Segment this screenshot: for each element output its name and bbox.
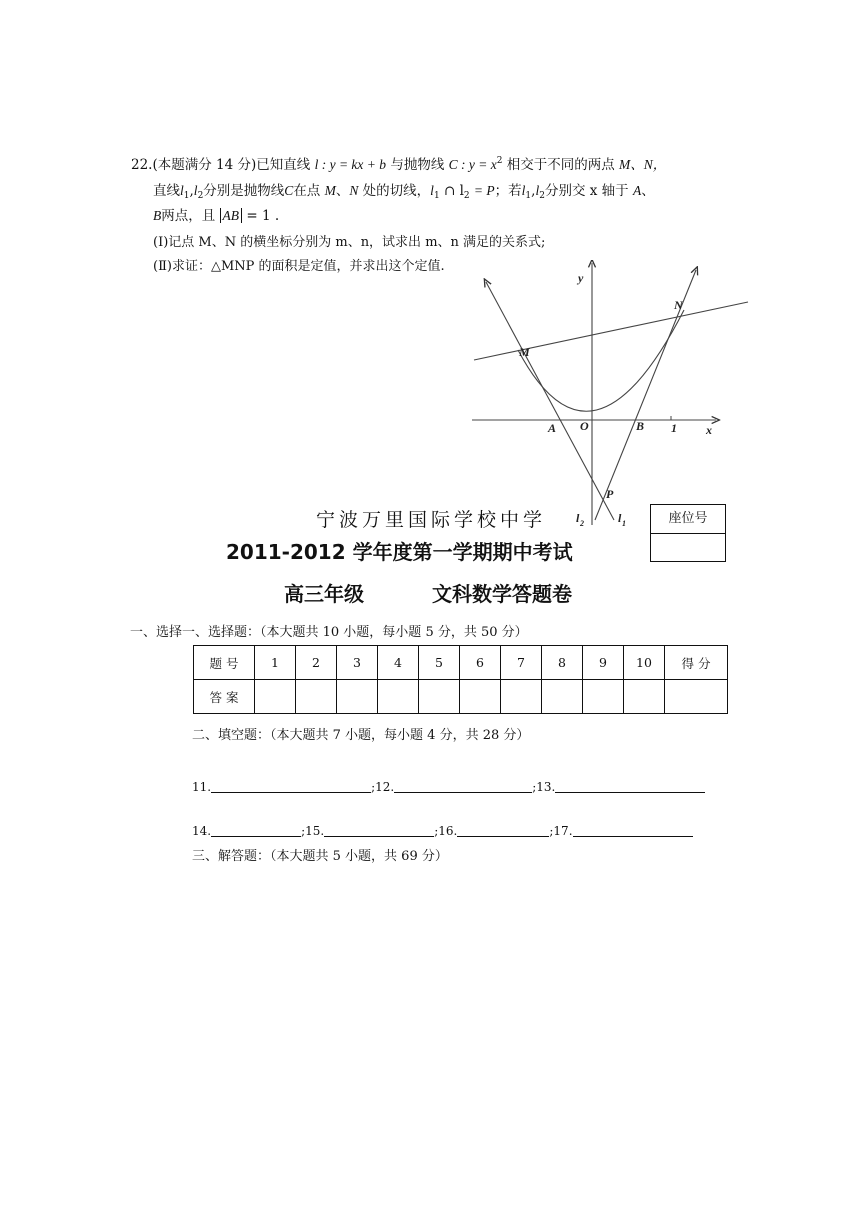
qnum-8: 8: [542, 646, 583, 680]
seat-number-label: 座位号: [651, 505, 725, 534]
qnum-9: 9: [583, 646, 624, 680]
label-l1: l: [618, 511, 622, 525]
fill-label-13: 13.: [536, 780, 556, 794]
row2-label: 答 案: [194, 680, 255, 714]
qnum-3: 3: [337, 646, 378, 680]
fill-row-1: 11. ;12. ;13.: [192, 778, 705, 794]
fill-label-12: 12.: [375, 780, 395, 794]
label-P: P: [606, 487, 614, 501]
label-A: A: [548, 421, 557, 435]
school-name: 宁波万里国际学校中学: [316, 509, 547, 531]
exam-title: 2011-2012 学年度第一学期期中考试: [226, 540, 573, 564]
label-N: N: [674, 298, 683, 312]
answer-cell-6[interactable]: [460, 680, 501, 714]
question-number-row: [194, 646, 728, 680]
fill-label-17: 17.: [553, 824, 573, 838]
label-O: O: [580, 419, 589, 433]
fill-blank-11[interactable]: [211, 778, 371, 793]
label-x: x: [706, 423, 712, 437]
qnum-4: 4: [378, 646, 419, 680]
fill-blank-16[interactable]: [457, 822, 549, 837]
qnum-2: 2: [296, 646, 337, 680]
label-one: 1: [671, 421, 677, 435]
problem-number: 22.: [131, 157, 153, 173]
problem-part-1: (Ⅰ)记点 M、N 的横坐标分别为 m、n，试求出 m、n 满足的关系式;: [153, 235, 546, 250]
problem-line-2: 直线$l_1,l_2$分别是抛物线C在点 M、N 处的切线，$l_1$ ∩ $l_2 = P$；若$l_1,l_2$分别交 x 轴于 A、: [153, 183, 655, 201]
qnum-6: 6: [460, 646, 501, 680]
answer-cell-1[interactable]: [255, 680, 296, 714]
qnum-5: 5: [419, 646, 460, 680]
label-B: B: [636, 419, 645, 433]
paper-title: 文科数学答题卷: [432, 582, 572, 606]
answer-cell-2[interactable]: [296, 680, 337, 714]
score-cell[interactable]: [665, 680, 728, 714]
grade-label: 高三年级: [284, 582, 364, 606]
answer-cell-4[interactable]: [378, 680, 419, 714]
fill-label-15: 15.: [305, 824, 325, 838]
row1-label: 题 号: [194, 646, 255, 680]
fill-label-16: 16.: [438, 824, 458, 838]
answer-table: [193, 645, 728, 714]
answer-cell-8[interactable]: [542, 680, 583, 714]
tangent-l2: [486, 282, 614, 520]
qnum-10: 10: [624, 646, 665, 680]
fill-blank-13[interactable]: [555, 778, 705, 793]
section3-title: 三、解答题：（本大题共 5 小题，共 69 分）: [192, 849, 448, 864]
fill-blank-15[interactable]: [324, 822, 434, 837]
label-l1-sub: 1: [622, 519, 626, 528]
section1-title: 一、选择一、选择题：（本大题共 10 小题，每小题 5 分，共 50 分）: [130, 625, 528, 640]
seat-number-box: [650, 504, 726, 562]
score-label: 得 分: [665, 646, 728, 680]
qnum-1: 1: [255, 646, 296, 680]
answer-cell-7[interactable]: [501, 680, 542, 714]
answer-cell-10[interactable]: [624, 680, 665, 714]
fill-label-14: 14.: [192, 824, 212, 838]
answer-cell-3[interactable]: [337, 680, 378, 714]
fill-blank-12[interactable]: [394, 778, 532, 793]
seat-number-field[interactable]: [651, 534, 725, 561]
problem-part-2: (Ⅱ)求证：△MNP 的面积是定值，并求出这个定值.: [153, 259, 445, 274]
problem-line-1: 22.(本题满分 14 分)已知直线 l : y = kx + b 与抛物线 C : $y = x^2$ 相交于不同的两点 M、N，: [131, 156, 667, 173]
fill-blank-14[interactable]: [211, 822, 301, 837]
qnum-7: 7: [501, 646, 542, 680]
answer-cell-5[interactable]: [419, 680, 460, 714]
label-y: y: [578, 271, 584, 285]
fill-blank-17[interactable]: [573, 822, 693, 837]
section2-title: 二、填空题：（本大题共 7 小题，每小题 4 分，共 28 分）: [192, 728, 530, 743]
answer-cell-9[interactable]: [583, 680, 624, 714]
problem-line-3: B两点，且 AB = 1 .: [153, 208, 280, 224]
fill-label-11: 11.: [192, 780, 212, 794]
label-l2-sub: 2: [580, 519, 584, 528]
fill-row-2: 14. ;15. ;16. ;17.: [192, 822, 693, 838]
label-l2: l: [576, 511, 580, 525]
label-M: M: [519, 345, 530, 359]
answer-row: [194, 680, 728, 714]
parabola-graph: [468, 260, 758, 530]
line-l: [474, 302, 748, 360]
